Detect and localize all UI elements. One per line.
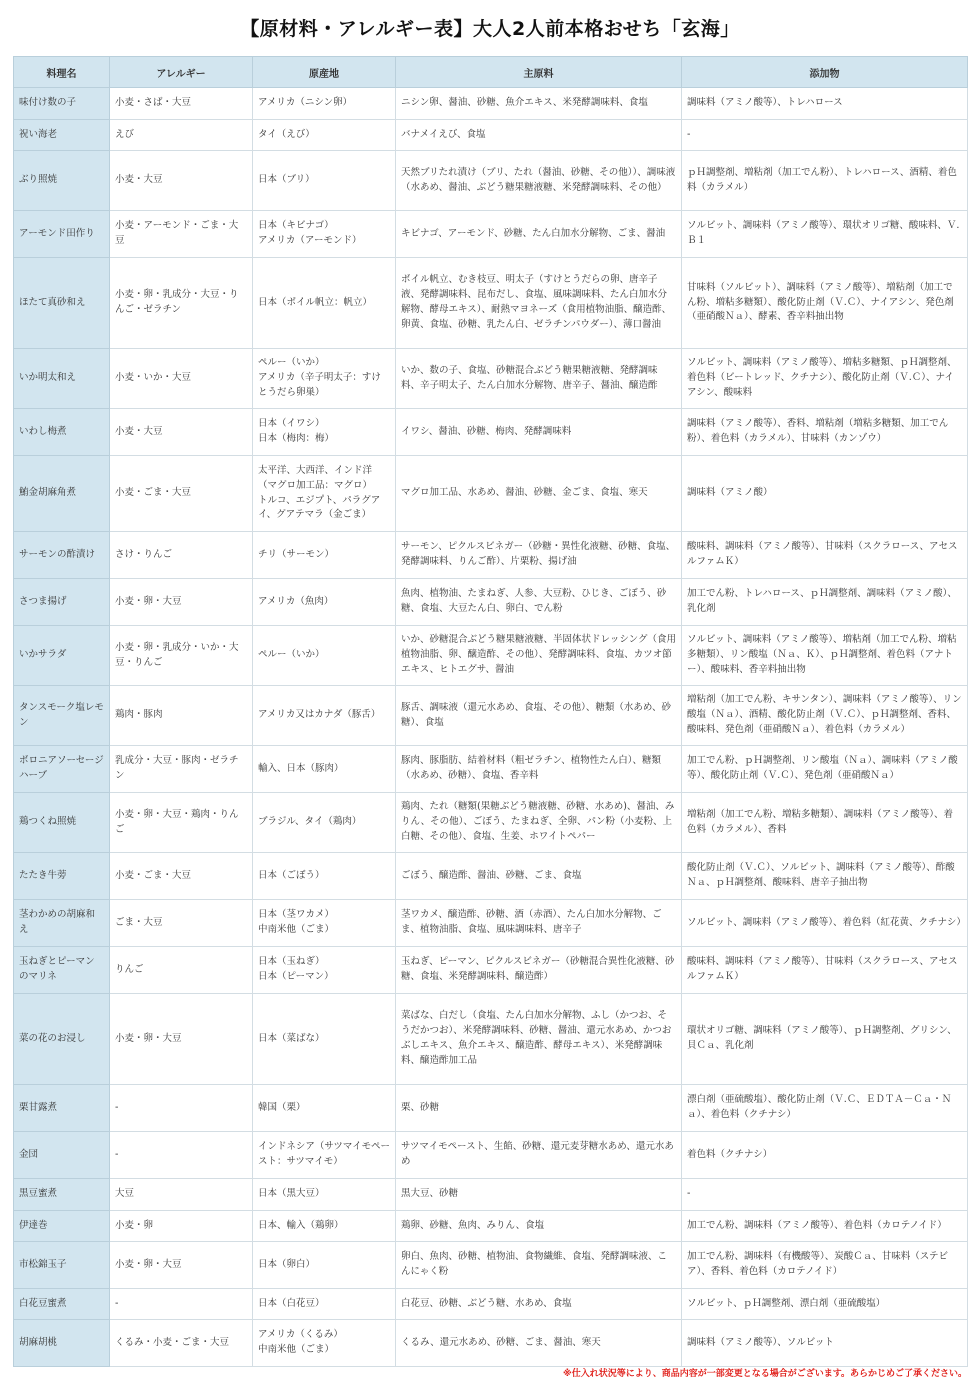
- origin-cell: 日本（玉ねぎ） 日本（ピーマン）: [253, 947, 396, 994]
- origin-cell: 日本（黒大豆）: [253, 1179, 396, 1211]
- dish-name-cell: たたき牛蒡: [14, 853, 110, 900]
- origin-cell: 日本、輸入（鶏卵）: [253, 1211, 396, 1242]
- dish-name-cell: さつま揚げ: [14, 579, 110, 626]
- main-ingredients-cell: キビナゴ、アーモンド、砂糖、たん白加水分解物、ごま、醤油: [396, 211, 682, 258]
- additives-cell: 酸味料、調味料（アミノ酸等）、甘味料（スクラロース、アセスルファムＫ）: [682, 532, 968, 579]
- main-ingredients-cell: 玉ねぎ、ピーマン、ピクルスビネガー（砂糖混合異性化液糖、砂糖、食塩、米発酵調味料、醸造酢）: [396, 947, 682, 994]
- table-row: [14, 120, 968, 151]
- additives-cell: ソルビット、ｐＨ調整剤、漂白剤（亜硫酸塩）: [682, 1289, 968, 1320]
- main-ingredients-cell: 豚舌、調味液（還元水あめ、食塩、その他）、糖類（水あめ、砂糖）、食塩: [396, 686, 682, 746]
- additives-cell: -: [682, 120, 968, 151]
- additives-cell: -: [682, 1179, 968, 1211]
- origin-cell: ペルー（いか） アメリカ（辛子明太子：すけとうだら卵巣）: [253, 349, 396, 409]
- dish-name-cell: ほたて真砂和え: [14, 258, 110, 349]
- allergy-cell: 小麦・ごま・大豆: [110, 853, 253, 900]
- allergy-cell: 小麦・卵・大豆: [110, 579, 253, 626]
- column-header-origin: 原産地: [253, 57, 396, 88]
- additives-cell: 加工でん粉、トレハロース、ｐＨ調整剤、調味料（アミノ酸）、乳化剤: [682, 579, 968, 626]
- additives-cell: ソルビット、調味料（アミノ酸等）、増粘多糖類、ｐＨ調整剤、着色料（ビートレッド、クチナシ）、酸化防止剤（Ｖ.Ｃ）、ナイアシン、酸味料: [682, 349, 968, 409]
- allergy-cell: 小麦・大豆: [110, 151, 253, 211]
- dish-name-cell: 鶏つくね照焼: [14, 793, 110, 853]
- dish-name-cell: 玉ねぎとピーマンのマリネ: [14, 947, 110, 994]
- table-row: [14, 1211, 968, 1242]
- table-row: [14, 1085, 968, 1132]
- table-row: [14, 1132, 968, 1179]
- dish-name-cell: サーモンの酢漬け: [14, 532, 110, 579]
- origin-cell: 日本（キビナゴ） アメリカ（アーモンド）: [253, 211, 396, 258]
- main-ingredients-cell: バナメイえび、食塩: [396, 120, 682, 151]
- allergy-cell: 小麦・大豆: [110, 409, 253, 456]
- origin-cell: 日本（ボイル帆立：帆立）: [253, 258, 396, 349]
- origin-cell: アメリカ（魚肉）: [253, 579, 396, 626]
- allergy-cell: ごま・大豆: [110, 900, 253, 947]
- additives-cell: 増粘剤（加工でん粉、増粘多糖類）、調味料（アミノ酸等）、着色料（カラメル）、香料: [682, 793, 968, 853]
- origin-cell: タイ（えび）: [253, 120, 396, 151]
- origin-cell: ペルー（いか）: [253, 626, 396, 686]
- table-row: [14, 258, 968, 349]
- origin-cell: 日本（白花豆）: [253, 1289, 396, 1320]
- table-row: [14, 211, 968, 258]
- table-row: [14, 349, 968, 409]
- dish-name-cell: 鮪金胡麻角煮: [14, 456, 110, 532]
- table-row: [14, 409, 968, 456]
- dish-name-cell: 金団: [14, 1132, 110, 1179]
- dish-name-cell: 胡麻胡桃: [14, 1320, 110, 1367]
- additives-cell: 酸化防止剤（Ｖ.Ｃ）、ソルビット、調味料（アミノ酸等）、酢酸Ｎａ、ｐＨ調整剤、酸味料、唐辛子抽出物: [682, 853, 968, 900]
- table-row: [14, 151, 968, 211]
- allergy-table: [13, 56, 968, 1367]
- origin-cell: 日本（卵白）: [253, 1242, 396, 1289]
- allergy-cell: 小麦・卵・大豆: [110, 1242, 253, 1289]
- origin-cell: 日本（茎ワカメ） 中南米他（ごま）: [253, 900, 396, 947]
- main-ingredients-cell: 茎ワカメ、醸造酢、砂糖、酒（赤酒）、たん白加水分解物、ごま、植物油脂、食塩、風味調味料、唐辛子: [396, 900, 682, 947]
- allergy-cell: -: [110, 1132, 253, 1179]
- main-ingredients-cell: 白花豆、砂糖、ぶどう糖、水あめ、食塩: [396, 1289, 682, 1320]
- main-ingredients-cell: ボイル帆立、むき枝豆、明太子（すけとうだらの卵、唐辛子液、発酵調味料、昆布だし、食塩、風味調味料、たん白加水分解物、酵母エキス）、耐熱マヨネーズ（食用植物油脂、醸造酢、卵黄、食塩、砂糖、乳たん白、ゼラチンパウダー）、薄口醤油: [396, 258, 682, 349]
- page-title: 【原材料・アレルギー表】大人2人前本格おせち「玄海」: [240, 18, 740, 40]
- dish-name-cell: 伊達巻: [14, 1211, 110, 1242]
- dish-name-cell: 白花豆蜜煮: [14, 1289, 110, 1320]
- table-row: [14, 900, 968, 947]
- additives-cell: 調味料（アミノ酸等）、ソルビット: [682, 1320, 968, 1367]
- additives-cell: 調味料（アミノ酸等）、トレハロース: [682, 88, 968, 120]
- allergy-cell: 大豆: [110, 1179, 253, 1211]
- table-row: [14, 1179, 968, 1211]
- additives-cell: 着色料（クチナシ）: [682, 1132, 968, 1179]
- main-ingredients-cell: 栗、砂糖: [396, 1085, 682, 1132]
- main-ingredients-cell: いか、砂糖混合ぶどう糖果糖液糖、半固体状ドレッシング（食用植物油脂、卵、醸造酢、その他）、発酵調味料、食塩、カツオ節エキス、ヒトエグサ、醤油: [396, 626, 682, 686]
- origin-cell: ブラジル、タイ（鶏肉）: [253, 793, 396, 853]
- origin-cell: チリ（サーモン）: [253, 532, 396, 579]
- main-ingredients-cell: ごぼう、醸造酢、醤油、砂糖、ごま、食塩: [396, 853, 682, 900]
- allergy-cell: 鶏肉・豚肉: [110, 686, 253, 746]
- table-row: [14, 532, 968, 579]
- dish-name-cell: 祝い海老: [14, 120, 110, 151]
- main-ingredients-cell: 卵白、魚肉、砂糖、植物油、食物繊維、食塩、発酵調味液、こんにゃく粉: [396, 1242, 682, 1289]
- column-header-additives: 添加物: [682, 57, 968, 88]
- allergy-cell: -: [110, 1085, 253, 1132]
- allergy-cell: 小麦・ごま・大豆: [110, 456, 253, 532]
- origin-cell: 輸入、日本（豚肉）: [253, 746, 396, 793]
- table-row: [14, 456, 968, 532]
- allergy-cell: -: [110, 1289, 253, 1320]
- origin-cell: 日本（ブリ）: [253, 151, 396, 211]
- origin-cell: アメリカ（ニシン卵）: [253, 88, 396, 120]
- additives-cell: 環状オリゴ糖、調味料（アミノ酸等）、ｐＨ調整剤、グリシン、貝Ｃａ、乳化剤: [682, 994, 968, 1085]
- additives-cell: 調味料（アミノ酸等）、香料、増粘剤（増粘多糖類、加工でん粉）、着色料（カラメル）、甘味料（カンゾウ）: [682, 409, 968, 456]
- allergy-cell: りんご: [110, 947, 253, 994]
- allergy-cell: 小麦・いか・大豆: [110, 349, 253, 409]
- additives-cell: 加工でん粉、調味料（アミノ酸等）、着色料（カロテノイド）: [682, 1211, 968, 1242]
- origin-cell: 韓国（栗）: [253, 1085, 396, 1132]
- column-header-allergy: アレルギー: [110, 57, 253, 88]
- dish-name-cell: 味付け数の子: [14, 88, 110, 120]
- table-row: [14, 1320, 968, 1367]
- origin-cell: インドネシア（サツマイモペースト：サツマイモ）: [253, 1132, 396, 1179]
- allergy-cell: 小麦・卵・乳成分・いか・大豆・りんご: [110, 626, 253, 686]
- dish-name-cell: ボロニアソーセージハーブ: [14, 746, 110, 793]
- allergy-cell: 乳成分・大豆・豚肉・ゼラチン: [110, 746, 253, 793]
- additives-cell: ｐＨ調整剤、増粘剤（加工でん粉）、トレハロース、酒精、着色料（カラメル）: [682, 151, 968, 211]
- origin-cell: 太平洋、大西洋、インド洋（マグロ加工品：マグロ） トルコ、エジプト、パラグアイ、グアテマラ（金ごま）: [253, 456, 396, 532]
- table-row: [14, 686, 968, 746]
- main-ingredients-cell: 魚肉、植物油、たまねぎ、人参、大豆粉、ひじき、ごぼう、砂糖、食塩、大豆たん白、卵白、でん粉: [396, 579, 682, 626]
- dish-name-cell: いわし梅煮: [14, 409, 110, 456]
- dish-name-cell: ぶり照焼: [14, 151, 110, 211]
- disclaimer-note: ※仕入れ状況等により、商品内容が一部変更となる場合がございます。あらかじめご了承ください。: [562, 1369, 967, 1379]
- table-row: [14, 88, 968, 120]
- additives-cell: 漂白剤（亜硫酸塩）、酸化防止剤（Ｖ.Ｃ、ＥＤＴＡ－Ｃａ・Ｎａ）、着色料（クチナシ）: [682, 1085, 968, 1132]
- allergy-cell: 小麦・卵: [110, 1211, 253, 1242]
- origin-cell: 日本（菜ばな）: [253, 994, 396, 1085]
- origin-cell: 日本（ごぼう）: [253, 853, 396, 900]
- table-row: [14, 1242, 968, 1289]
- table-header-row: [14, 57, 968, 88]
- additives-cell: 加工でん粉、ｐＨ調整剤、リン酸塩（Ｎａ）、調味料（アミノ酸等）、酸化防止剤（Ｖ.Ｃ）、発色剤（亜硝酸Ｎａ）: [682, 746, 968, 793]
- main-ingredients-cell: 鶏肉、たれ（糖類(果糖ぶどう糖液糖、砂糖、水あめ)、醤油、みりん、その他）、ごぼう、たまねぎ、全卵、パン粉（小麦粉、上白糖、その他）、食塩、生姜、ホワイトペパー: [396, 793, 682, 853]
- allergy-cell: 小麦・卵・大豆: [110, 994, 253, 1085]
- dish-name-cell: いかサラダ: [14, 626, 110, 686]
- dish-name-cell: いか明太和え: [14, 349, 110, 409]
- additives-cell: 増粘剤（加工でん粉、キサンタン）、調味料（アミノ酸等）、リン酸塩（Ｎａ）、酒精、酸化防止剤（Ｖ.Ｃ）、ｐＨ調整剤、香料、酸味料、発色剤（亜硝酸Ｎａ）、着色料（カラメル）: [682, 686, 968, 746]
- main-ingredients-cell: いか、数の子、食塩、砂糖混合ぶどう糖果糖液糖、発酵調味料、辛子明太子、たん白加水分解物、唐辛子、醤油、醸造酢: [396, 349, 682, 409]
- main-ingredients-cell: 黒大豆、砂糖: [396, 1179, 682, 1211]
- table-row: [14, 746, 968, 793]
- additives-cell: 甘味料（ソルビット）、調味料（アミノ酸等）、増粘剤（加工でん粉、増粘多糖類）、酸化防止剤（Ｖ.Ｃ）、ナイアシン、発色剤（亜硝酸Ｎａ）、酵素、香辛料抽出物: [682, 258, 968, 349]
- table-row: [14, 793, 968, 853]
- column-header-main-ingredients: 主原料: [396, 57, 682, 88]
- allergy-cell: えび: [110, 120, 253, 151]
- dish-name-cell: 栗甘露煮: [14, 1085, 110, 1132]
- allergy-cell: 小麦・さば・大豆: [110, 88, 253, 120]
- table-row: [14, 994, 968, 1085]
- main-ingredients-cell: くるみ、還元水あめ、砂糖、ごま、醤油、寒天: [396, 1320, 682, 1367]
- dish-name-cell: タンスモーク塩レモン: [14, 686, 110, 746]
- allergy-cell: 小麦・アーモンド・ごま・大豆: [110, 211, 253, 258]
- table-row: [14, 1289, 968, 1320]
- table-row: [14, 579, 968, 626]
- main-ingredients-cell: イワシ、醤油、砂糖、梅肉、発酵調味料: [396, 409, 682, 456]
- table-row: [14, 626, 968, 686]
- main-ingredients-cell: 豚肉、豚脂肪、結着材料（粗ゼラチン、植物性たん白）、糖類（水あめ、砂糖）、食塩、香辛料: [396, 746, 682, 793]
- main-ingredients-cell: 天然ブリたれ漬け（ブリ、たれ（醤油、砂糖、その他））、調味液（水あめ、醤油、ぶどう糖果糖液糖、米発酵調味料、その他）: [396, 151, 682, 211]
- additives-cell: ソルビット、調味料（アミノ酸等）、着色料（紅花黄、クチナシ）: [682, 900, 968, 947]
- main-ingredients-cell: サツマイモペースト、生餡、砂糖、還元麦芽糖水あめ、還元水あめ: [396, 1132, 682, 1179]
- table-row: [14, 947, 968, 994]
- additives-cell: 加工でん粉、調味料（有機酸等）、炭酸Ｃａ、甘味料（ステビア）、香料、着色料（カロテノイド）: [682, 1242, 968, 1289]
- main-ingredients-cell: マグロ加工品、水あめ、醤油、砂糖、金ごま、食塩、寒天: [396, 456, 682, 532]
- origin-cell: アメリカ又はカナダ（豚舌）: [253, 686, 396, 746]
- allergy-cell: 小麦・卵・大豆・鶏肉・りんご: [110, 793, 253, 853]
- table-row: [14, 853, 968, 900]
- allergy-cell: くるみ・小麦・ごま・大豆: [110, 1320, 253, 1367]
- main-ingredients-cell: 菜ばな、白だし（食塩、たん白加水分解物、ふし（かつお、そうだかつお）、米発酵調味料、砂糖、醤油、還元水あめ、かつおぶしエキス、魚介エキス、醸造酢、酵母エキス）、米発酵調味料、醸造酢加工品: [396, 994, 682, 1085]
- main-ingredients-cell: 鶏卵、砂糖、魚肉、みりん、食塩: [396, 1211, 682, 1242]
- column-header-dish: 料理名: [14, 57, 110, 88]
- table-body: [14, 88, 968, 1367]
- main-ingredients-cell: ニシン卵、醤油、砂糖、魚介エキス、米発酵調味料、食塩: [396, 88, 682, 120]
- dish-name-cell: 市松錦玉子: [14, 1242, 110, 1289]
- main-ingredients-cell: サーモン、ピクルスビネガー（砂糖・異性化液糖、砂糖、食塩、発酵調味料、りんご酢）、片栗粉、揚げ油: [396, 532, 682, 579]
- additives-cell: 調味料（アミノ酸）: [682, 456, 968, 532]
- origin-cell: 日本（イワシ） 日本（梅肉：梅）: [253, 409, 396, 456]
- dish-name-cell: 菜の花のお浸し: [14, 994, 110, 1085]
- allergy-cell: 小麦・卵・乳成分・大豆・りんご・ゼラチン: [110, 258, 253, 349]
- additives-cell: 酸味料、調味料（アミノ酸等）、甘味料（スクラロース、アセスルファムＫ）: [682, 947, 968, 994]
- dish-name-cell: アーモンド田作り: [14, 211, 110, 258]
- allergy-cell: さけ・りんご: [110, 532, 253, 579]
- additives-cell: ソルビット、調味料（アミノ酸等）、環状オリゴ糖、酸味料、Ｖ.Ｂ１: [682, 211, 968, 258]
- additives-cell: ソルビット、調味料（アミノ酸等）、増粘剤（加工でん粉、増粘多糖類）、リン酸塩（Ｎａ、Ｋ）、ｐＨ調整剤、着色料（アナトー）、酸味料、香辛料抽出物: [682, 626, 968, 686]
- origin-cell: アメリカ（くるみ） 中南米他（ごま）: [253, 1320, 396, 1367]
- dish-name-cell: 茎わかめの胡麻和え: [14, 900, 110, 947]
- dish-name-cell: 黒豆蜜煮: [14, 1179, 110, 1211]
